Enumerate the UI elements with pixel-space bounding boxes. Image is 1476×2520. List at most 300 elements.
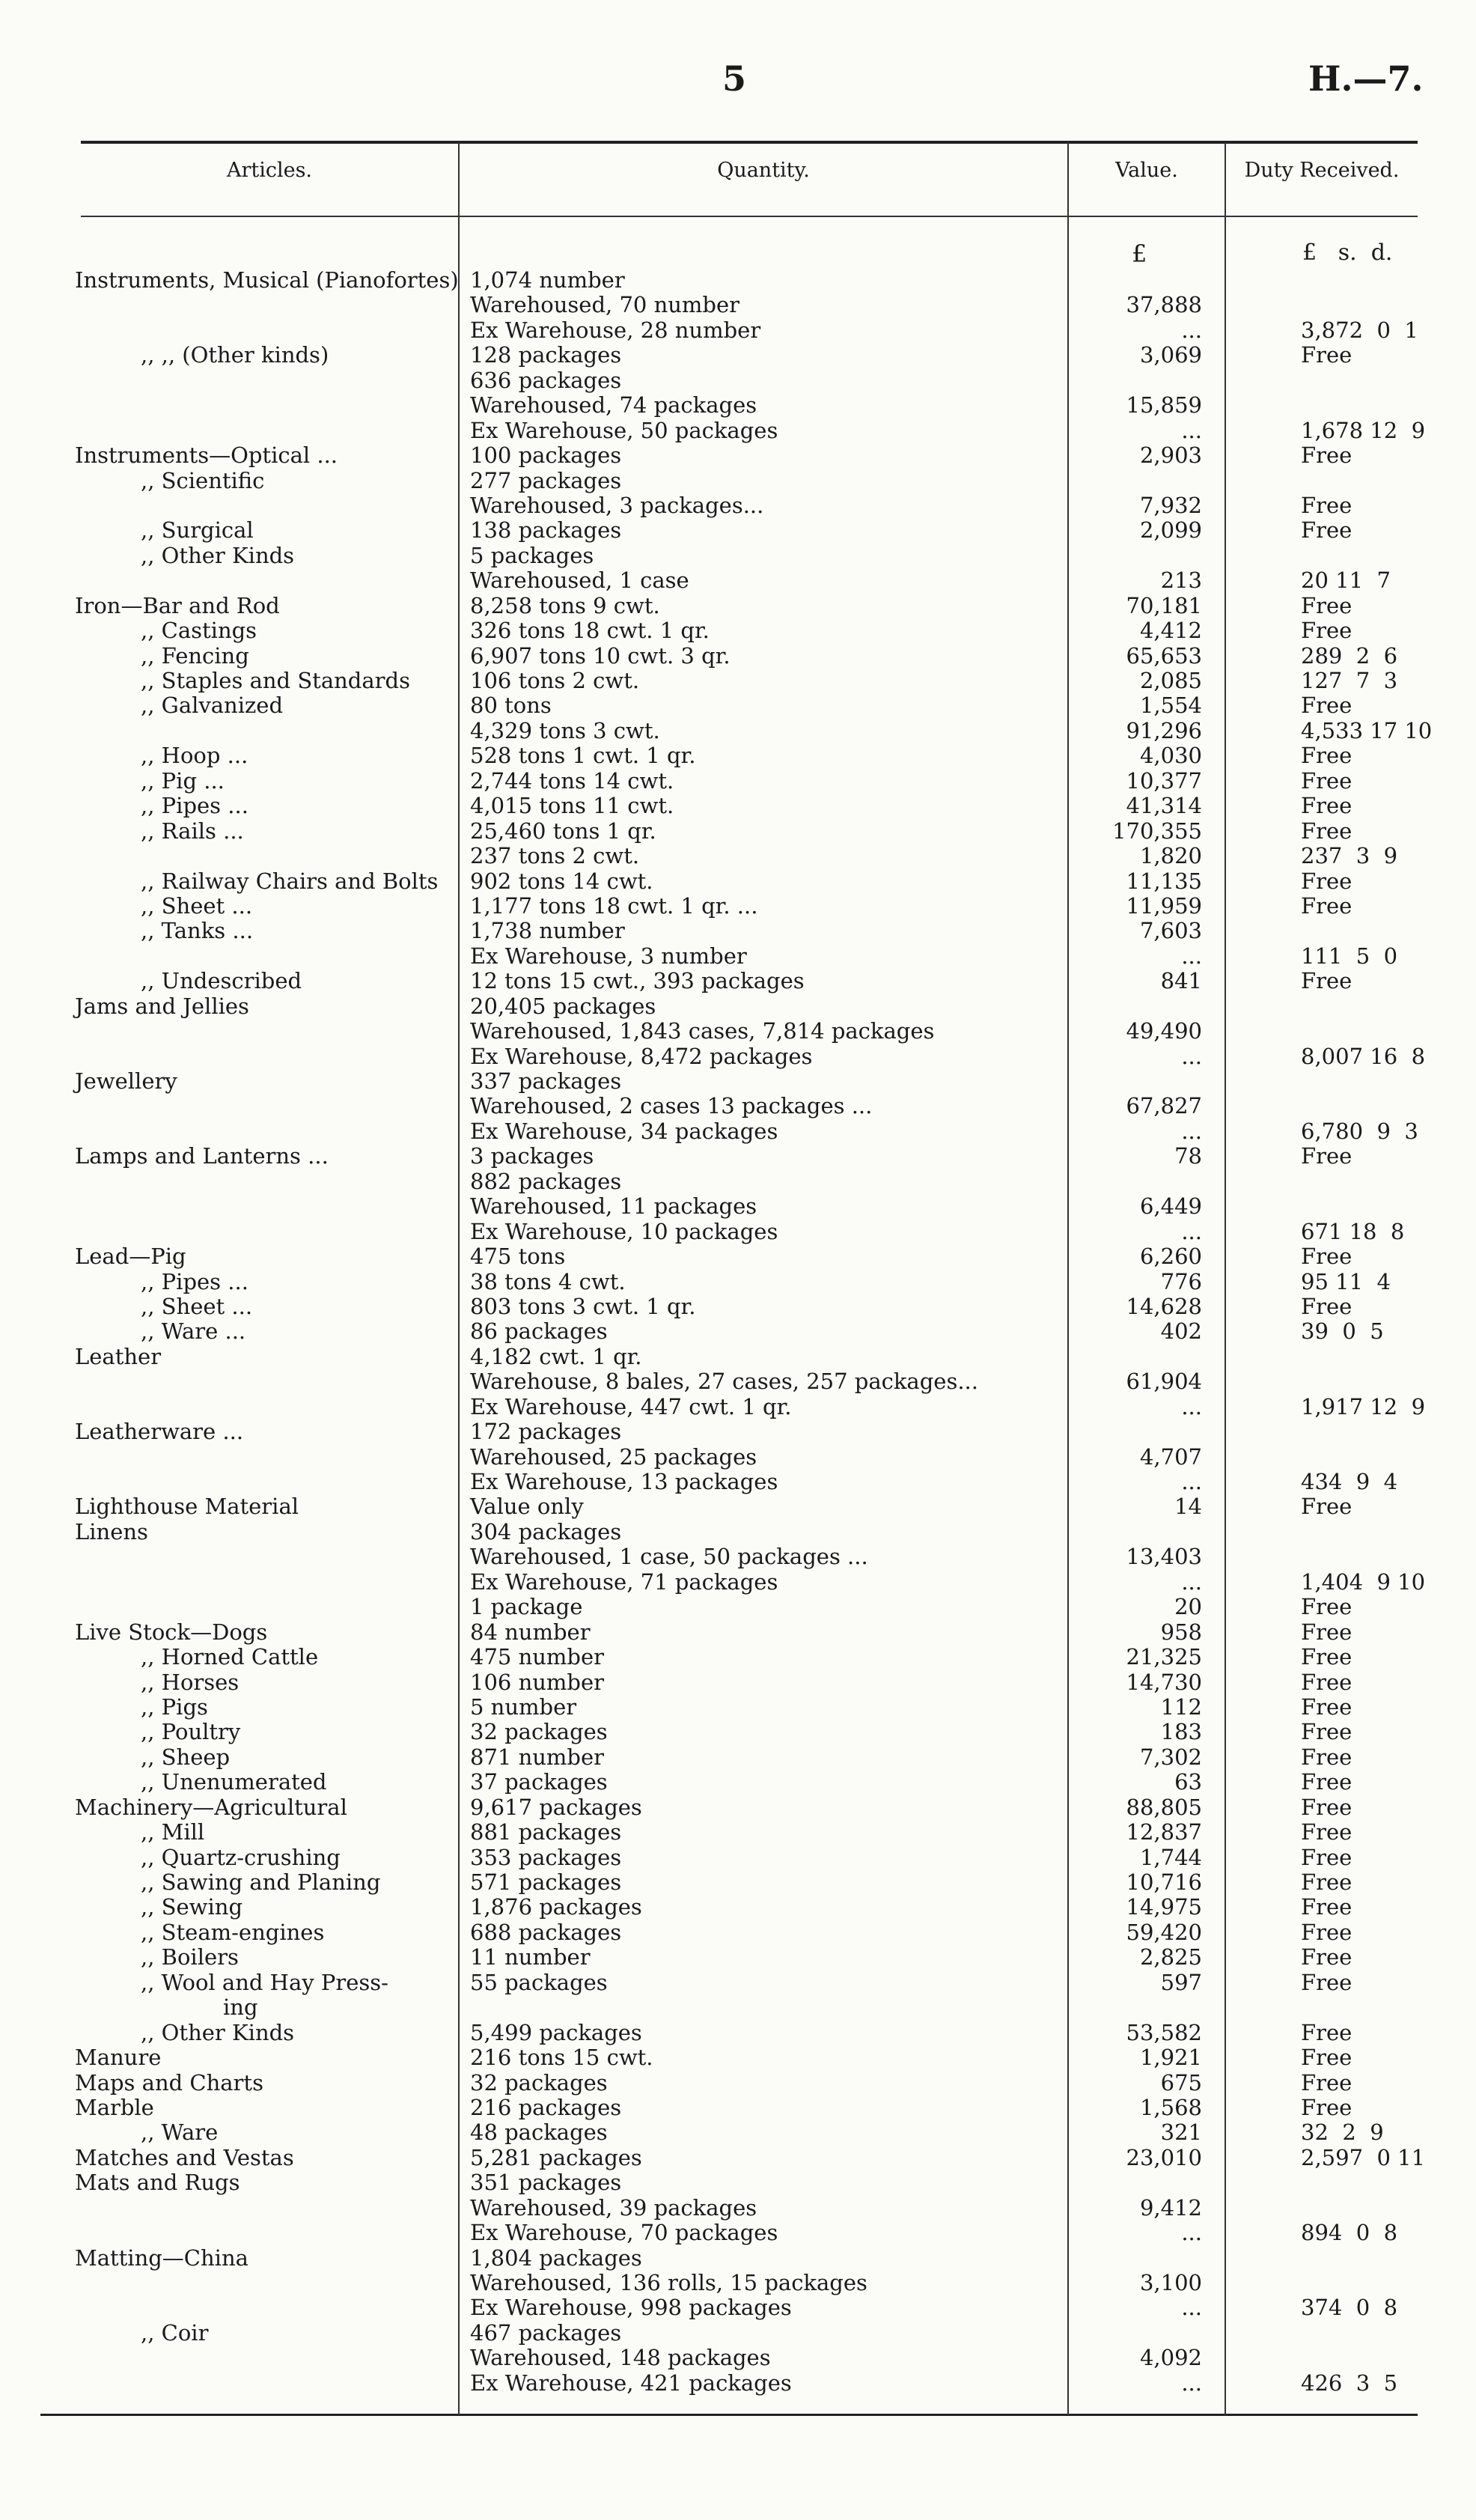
- quantity-cell: 5 number: [470, 1693, 577, 1720]
- duty-cell: Free: [1301, 1594, 1353, 1620]
- duty-cell: Free: [1301, 1819, 1353, 1845]
- article-cell: ,, Sewing: [141, 1894, 243, 1920]
- quantity-cell: 38 tons 4 cwt.: [470, 1268, 626, 1294]
- table-row: [0, 443, 1476, 468]
- header-articles: Articles.: [226, 159, 313, 182]
- article-cell: ,, Galvanized: [141, 693, 284, 719]
- quantity-cell: 37 packages: [470, 1769, 608, 1795]
- value-cell: 675: [1160, 2069, 1202, 2096]
- duty-cell: Free: [1301, 1693, 1353, 1720]
- duty-cell: 1,678 12 9: [1301, 417, 1426, 443]
- duty-cell: Free: [1301, 2045, 1353, 2071]
- duty-cell: 1,917 12 9: [1301, 1393, 1426, 1419]
- table-row: [0, 919, 1476, 943]
- quantity-cell: 138 packages: [470, 517, 622, 544]
- table-row: [0, 518, 1476, 543]
- article-cell: Machinery—Agricultural: [75, 1794, 347, 1820]
- quantity-cell: 467 packages: [470, 2319, 622, 2346]
- article-cell: Linens: [75, 1518, 148, 1544]
- table-row: [0, 1520, 1476, 1544]
- value-cell: 321: [1160, 2119, 1202, 2146]
- value-cell: ...: [1181, 1469, 1202, 1494]
- value-cell: ...: [1181, 317, 1202, 343]
- value-cell: 841: [1160, 968, 1202, 994]
- article-cell: ,, Other Kinds: [141, 542, 295, 568]
- duty-cell: Free: [1301, 1794, 1353, 1820]
- table-header-rule: [81, 216, 1418, 217]
- value-cell: 78: [1174, 1143, 1202, 1169]
- value-cell: 1,554: [1139, 693, 1202, 719]
- table-row: [0, 1645, 1476, 1670]
- quantity-cell: 4,329 tons 3 cwt.: [470, 717, 660, 743]
- duty-cell: Free: [1301, 1143, 1353, 1169]
- value-unit: £: [1132, 240, 1147, 268]
- value-cell: 4,707: [1139, 1443, 1202, 1470]
- table-row: [0, 1270, 1476, 1294]
- quantity-cell: Ex Warehouse, 447 cwt. 1 qr.: [470, 1393, 792, 1419]
- duty-cell: Free: [1301, 818, 1353, 844]
- article-cell: ,, Ware ...: [141, 1318, 246, 1345]
- quantity-cell: Warehoused, 1,843 cases, 7,814 packages: [470, 1018, 935, 1044]
- quantity-cell: Warehoused, 3 packages...: [470, 492, 764, 518]
- value-cell: ...: [1181, 417, 1202, 443]
- table-row: [0, 544, 1476, 568]
- quantity-cell: 32 packages: [470, 2069, 608, 2096]
- table-body: [0, 268, 1476, 2396]
- quantity-cell: 871 number: [470, 1744, 605, 1770]
- value-cell: 14: [1174, 1494, 1202, 1520]
- quantity-cell: Warehoused, 25 packages: [470, 1443, 757, 1470]
- article-cell: ,, Tanks ...: [141, 918, 254, 944]
- table-row: [0, 1119, 1476, 1144]
- article-cell: ,, Poultry: [141, 1719, 241, 1745]
- quantity-cell: Ex Warehouse, 70 packages: [470, 2220, 778, 2246]
- table-row: [0, 1845, 1476, 1870]
- duty-cell: Free: [1301, 1944, 1353, 1970]
- table-row: [0, 1620, 1476, 1645]
- quantity-cell: 326 tons 18 cwt. 1 qr.: [470, 618, 710, 644]
- table-bottom-rule: [40, 2414, 1418, 2416]
- quantity-cell: 902 tons 14 cwt.: [470, 868, 653, 894]
- table-row: [0, 944, 1476, 969]
- article-cell: Leather: [75, 1343, 162, 1369]
- table-row: [0, 1345, 1476, 1369]
- duty-cell: 671 18 8: [1301, 1218, 1405, 1244]
- quantity-cell: 881 packages: [470, 1819, 622, 1845]
- value-cell: 23,010: [1126, 2144, 1202, 2170]
- quantity-cell: Ex Warehouse, 421 packages: [470, 2370, 792, 2396]
- table-row: [0, 2371, 1476, 2396]
- duty-cell: Free: [1301, 2069, 1353, 2096]
- value-cell: 4,030: [1139, 743, 1202, 769]
- table-row: [0, 2120, 1476, 2145]
- value-cell: 14,730: [1126, 1669, 1202, 1695]
- table-row: [0, 1069, 1476, 1094]
- quantity-cell: 6,907 tons 10 cwt. 3 qr.: [470, 642, 731, 669]
- table-row: [0, 1144, 1476, 1169]
- value-cell: 112: [1160, 1693, 1202, 1720]
- table-row: [0, 268, 1476, 293]
- table-row: [0, 719, 1476, 743]
- table-row: [0, 1369, 1476, 1394]
- table-row: [0, 1895, 1476, 1920]
- value-cell: 958: [1160, 1619, 1202, 1645]
- article-cell: Maps and Charts: [75, 2069, 263, 2096]
- table-row: [0, 1970, 1476, 1995]
- duty-cell: Free: [1301, 1293, 1353, 1319]
- quantity-cell: 528 tons 1 cwt. 1 qr.: [470, 743, 696, 769]
- quantity-cell: 55 packages: [470, 1969, 608, 1995]
- article-cell: Instruments, Musical (Pianofortes): [75, 267, 459, 293]
- table-row: [0, 1244, 1476, 1269]
- quantity-cell: Warehoused, 74 packages: [470, 392, 757, 419]
- table-row: [0, 1319, 1476, 1344]
- quantity-cell: 1,177 tons 18 cwt. 1 qr. ...: [470, 892, 758, 919]
- table-row: [0, 1169, 1476, 1194]
- value-cell: 15,859: [1126, 392, 1202, 419]
- article-cell: ,, Mill: [141, 1819, 205, 1845]
- value-cell: 183: [1160, 1719, 1202, 1745]
- duty-cell: Free: [1301, 342, 1353, 368]
- quantity-cell: Ex Warehouse, 8,472 packages: [470, 1043, 813, 1069]
- value-cell: 7,603: [1139, 918, 1202, 944]
- article-cell: ,, Horses: [141, 1669, 240, 1695]
- article-cell: ,, Pipes ...: [141, 1268, 248, 1294]
- value-cell: 53,582: [1126, 2019, 1202, 2045]
- quantity-cell: 475 number: [470, 1644, 605, 1670]
- duty-cell: Free: [1301, 1244, 1353, 1270]
- quantity-cell: 9,617 packages: [470, 1794, 642, 1820]
- article-cell: Mats and Rugs: [75, 2170, 240, 2196]
- table-row: [0, 769, 1476, 794]
- table-row: [0, 1419, 1476, 1444]
- value-cell: 20: [1174, 1594, 1202, 1620]
- value-cell: ...: [1181, 943, 1202, 969]
- duty-cell: Free: [1301, 868, 1353, 894]
- duty-cell: Free: [1301, 1619, 1353, 1645]
- value-cell: 7,932: [1139, 492, 1202, 518]
- quantity-cell: 1,876 packages: [470, 1894, 642, 1920]
- table-row: [0, 2271, 1476, 2295]
- value-cell: 12,837: [1126, 1819, 1202, 1845]
- quantity-cell: 5,499 packages: [470, 2019, 642, 2045]
- quantity-cell: 5 packages: [470, 542, 594, 568]
- quantity-cell: 106 tons 2 cwt.: [470, 668, 640, 693]
- value-cell: 1,820: [1139, 843, 1202, 869]
- table-row: [0, 1019, 1476, 1044]
- value-cell: 67,827: [1126, 1093, 1202, 1119]
- article-cell: Lead—Pig: [75, 1244, 186, 1270]
- article-cell: ,, Sheep: [141, 1744, 231, 1770]
- quantity-cell: 803 tons 3 cwt. 1 qr.: [470, 1293, 696, 1319]
- quantity-cell: Ex Warehouse, 13 packages: [470, 1469, 778, 1494]
- duty-cell: Free: [1301, 892, 1353, 919]
- quantity-cell: 1,738 number: [470, 918, 625, 944]
- duty-cell: Free: [1301, 1894, 1353, 1920]
- value-cell: ...: [1181, 2295, 1202, 2321]
- value-cell: 6,449: [1139, 1193, 1202, 1220]
- article-cell: ,, Hoop ...: [141, 743, 248, 769]
- article-cell: Lighthouse Material: [75, 1494, 299, 1520]
- quantity-cell: Warehoused, 148 packages: [470, 2345, 771, 2371]
- article-cell: ,, Rails ...: [141, 818, 244, 844]
- quantity-cell: Ex Warehouse, 71 packages: [470, 1568, 778, 1595]
- table-row: [0, 1595, 1476, 1619]
- value-cell: 2,099: [1139, 517, 1202, 544]
- value-cell: ...: [1181, 1393, 1202, 1419]
- table-row: [0, 1945, 1476, 1970]
- duty-cell: Free: [1301, 517, 1353, 544]
- table-row: [0, 493, 1476, 518]
- value-cell: 4,412: [1139, 618, 1202, 644]
- quantity-cell: 106 number: [470, 1669, 605, 1695]
- article-cell: Instruments—Optical ...: [75, 442, 338, 469]
- table-row: [0, 1494, 1476, 1519]
- value-cell: 10,716: [1126, 1869, 1202, 1895]
- quantity-cell: 1,074 number: [470, 267, 625, 293]
- value-cell: 2,903: [1139, 442, 1202, 469]
- article-cell: Jams and Jellies: [75, 993, 249, 1019]
- duty-cell: Free: [1301, 1719, 1353, 1745]
- value-cell: 1,921: [1139, 2045, 1202, 2071]
- table-row: [0, 2346, 1476, 2370]
- article-cell: ,, Coir: [141, 2319, 209, 2346]
- duty-cell: Free: [1301, 1644, 1353, 1670]
- article-cell: ,, Scientific: [141, 467, 265, 493]
- table-row: [0, 568, 1476, 593]
- quantity-cell: 5,281 packages: [470, 2144, 642, 2170]
- duty-cell: Free: [1301, 492, 1353, 518]
- duty-cell: Free: [1301, 592, 1353, 618]
- quantity-cell: 277 packages: [470, 467, 622, 493]
- value-cell: 1,568: [1139, 2094, 1202, 2120]
- value-cell: 41,314: [1126, 793, 1202, 819]
- value-cell: 13,403: [1126, 1544, 1202, 1570]
- duty-cell: Free: [1301, 693, 1353, 719]
- quantity-cell: 1 package: [470, 1594, 583, 1620]
- table-row: [0, 2246, 1476, 2271]
- quantity-cell: 237 tons 2 cwt.: [470, 843, 640, 869]
- duty-cell: Free: [1301, 442, 1353, 469]
- duty-cell: Free: [1301, 2094, 1353, 2120]
- duty-cell: Free: [1301, 1669, 1353, 1695]
- article-cell: ,, Castings: [141, 618, 257, 644]
- quantity-cell: 32 packages: [470, 1719, 608, 1745]
- duty-cell: Free: [1301, 1969, 1353, 1995]
- duty-cell: 894 0 8: [1301, 2220, 1398, 2246]
- value-cell: 776: [1160, 1268, 1202, 1294]
- quantity-cell: 100 packages: [470, 442, 622, 469]
- article-cell: Leatherware ...: [75, 1419, 244, 1445]
- quantity-cell: 48 packages: [470, 2119, 608, 2146]
- table-row: [0, 844, 1476, 868]
- quantity-cell: 8,258 tons 9 cwt.: [470, 592, 660, 618]
- value-cell: ...: [1181, 2220, 1202, 2246]
- article-cell: Manure: [75, 2045, 162, 2071]
- quantity-cell: 571 packages: [470, 1869, 622, 1895]
- quantity-cell: Ex Warehouse, 998 packages: [470, 2295, 792, 2321]
- table-row: [0, 1720, 1476, 1744]
- duty-cell: Free: [1301, 968, 1353, 994]
- table-row: [0, 318, 1476, 343]
- article-cell: ,, Staples and Standards: [141, 668, 410, 693]
- duty-cell: 4,533 17 10: [1301, 717, 1433, 743]
- value-cell: 2,825: [1139, 1944, 1202, 1970]
- duty-cell: 1,404 9 10: [1301, 1568, 1426, 1595]
- article-cell: ,, Fencing: [141, 642, 249, 669]
- value-cell: 14,975: [1126, 1894, 1202, 1920]
- quantity-cell: 353 packages: [470, 1844, 622, 1870]
- article-cell: ,, Boilers: [141, 1944, 239, 1970]
- quantity-cell: 4,015 tons 11 cwt.: [470, 793, 674, 819]
- value-cell: 11,959: [1126, 892, 1202, 919]
- duty-cell: Free: [1301, 2019, 1353, 2045]
- table-row: [0, 644, 1476, 669]
- table-row: [0, 393, 1476, 418]
- duty-cell: Free: [1301, 1769, 1353, 1795]
- table-row: [0, 2096, 1476, 2120]
- table-row: [0, 2170, 1476, 2195]
- article-cell: ,, Sheet ...: [141, 1293, 253, 1319]
- table-row: [0, 2146, 1476, 2170]
- quantity-cell: Warehoused, 70 number: [470, 292, 740, 318]
- article-cell: ,, Pig ...: [141, 767, 225, 794]
- value-cell: 59,420: [1126, 1919, 1202, 1945]
- quantity-cell: Ex Warehouse, 10 packages: [470, 1218, 778, 1244]
- duty-cell: Free: [1301, 1494, 1353, 1520]
- quantity-cell: 304 packages: [470, 1518, 622, 1544]
- table-row: [0, 368, 1476, 393]
- table-row: [0, 2221, 1476, 2245]
- table-row: [0, 669, 1476, 693]
- quantity-cell: 20,405 packages: [470, 993, 656, 1019]
- table-row: [0, 693, 1476, 718]
- quantity-cell: 80 tons: [470, 693, 552, 719]
- value-cell: 14,628: [1126, 1293, 1202, 1319]
- table-row: [0, 469, 1476, 493]
- table-row: [0, 1770, 1476, 1795]
- quantity-cell: Ex Warehouse, 50 packages: [470, 417, 778, 443]
- duty-cell: 111 5 0: [1301, 943, 1398, 969]
- value-cell: ...: [1181, 1218, 1202, 1244]
- table-row: [0, 293, 1476, 317]
- duty-cell: Free: [1301, 743, 1353, 769]
- duty-cell: 95 11 4: [1301, 1268, 1391, 1294]
- duty-cell: Free: [1301, 793, 1353, 819]
- table-row: [0, 2021, 1476, 2045]
- table-row: [0, 1094, 1476, 1119]
- duty-cell: 8,007 16 8: [1301, 1043, 1426, 1069]
- quantity-cell: 688 packages: [470, 1919, 622, 1945]
- table-row: [0, 2196, 1476, 2221]
- duty-unit: £ s. d.: [1302, 240, 1393, 266]
- page-number: 5: [722, 58, 747, 99]
- duty-cell: 20 11 7: [1301, 567, 1391, 594]
- duty-cell: 32 2 9: [1301, 2119, 1384, 2146]
- table-row: [0, 1795, 1476, 1820]
- value-cell: 10,377: [1126, 767, 1202, 794]
- duty-cell: Free: [1301, 1744, 1353, 1770]
- article-cell: ,, Sheet ...: [141, 892, 253, 919]
- value-cell: 170,355: [1112, 818, 1202, 844]
- value-cell: 7,302: [1139, 1744, 1202, 1770]
- value-cell: ...: [1181, 1568, 1202, 1595]
- table-top-rule: [81, 141, 1418, 144]
- value-cell: 91,296: [1126, 717, 1202, 743]
- table-row: [0, 1745, 1476, 1770]
- article-cell: ,, Horned Cattle: [141, 1644, 319, 1670]
- quantity-cell: 636 packages: [470, 367, 622, 393]
- value-cell: 3,100: [1139, 2270, 1202, 2295]
- article-cell: ,, Surgical: [141, 517, 254, 544]
- table-row: [0, 794, 1476, 818]
- quantity-cell: Ex Warehouse, 34 packages: [470, 1118, 778, 1144]
- value-cell: 9,412: [1139, 2194, 1202, 2221]
- value-cell: 213: [1160, 567, 1202, 594]
- value-cell: 597: [1160, 1969, 1202, 1995]
- table-row: [0, 1570, 1476, 1595]
- table-row: [0, 1294, 1476, 1319]
- quantity-cell: 86 packages: [470, 1318, 608, 1345]
- article-cell: Marble: [75, 2094, 154, 2120]
- quantity-cell: Ex Warehouse, 3 number: [470, 943, 747, 969]
- quantity-cell: 25,460 tons 1 qr.: [470, 818, 656, 844]
- article-cell: ing: [223, 1994, 258, 2021]
- quantity-cell: 216 tons 15 cwt.: [470, 2045, 653, 2071]
- quantity-cell: Value only: [470, 1494, 584, 1520]
- duty-cell: Free: [1301, 1869, 1353, 1895]
- article-cell: Iron—Bar and Rod: [75, 592, 280, 618]
- table-row: [0, 1695, 1476, 1720]
- article-cell: Matting—China: [75, 2244, 248, 2271]
- duty-cell: 374 0 8: [1301, 2295, 1398, 2321]
- table-row: [0, 1670, 1476, 1695]
- quantity-cell: 11 number: [470, 1944, 591, 1970]
- table-row: [0, 819, 1476, 844]
- duty-cell: Free: [1301, 767, 1353, 794]
- duty-cell: Free: [1301, 618, 1353, 644]
- quantity-cell: Ex Warehouse, 28 number: [470, 317, 761, 343]
- quantity-cell: 4,182 cwt. 1 qr.: [470, 1343, 642, 1369]
- document-reference: H.—7.: [1308, 58, 1424, 99]
- article-cell: ,, ,, (Other kinds): [141, 342, 329, 368]
- value-cell: 402: [1160, 1318, 1202, 1345]
- quantity-cell: Warehoused, 2 cases 13 packages ...: [470, 1093, 873, 1119]
- value-cell: 37,888: [1126, 292, 1202, 318]
- quantity-cell: Warehoused, 1 case: [470, 567, 689, 594]
- duty-cell: 3,872 0 1: [1301, 317, 1418, 343]
- value-cell: 2,085: [1139, 668, 1202, 693]
- table-row: [0, 618, 1476, 643]
- quantity-cell: 172 packages: [470, 1419, 622, 1445]
- duty-cell: 237 3 9: [1301, 843, 1398, 869]
- quantity-cell: 84 number: [470, 1619, 591, 1645]
- quantity-cell: Warehoused, 11 packages: [470, 1193, 757, 1220]
- article-cell: ,, Undescribed: [141, 968, 302, 994]
- duty-cell: 39 0 5: [1301, 1318, 1384, 1345]
- quantity-cell: 12 tons 15 cwt., 393 packages: [470, 968, 805, 994]
- value-cell: 49,490: [1126, 1018, 1202, 1044]
- duty-cell: 289 2 6: [1301, 642, 1398, 669]
- article-cell: ,, Other Kinds: [141, 2019, 295, 2045]
- article-cell: ,, Ware: [141, 2119, 219, 2146]
- table-row: [0, 1445, 1476, 1470]
- quantity-cell: 1,804 packages: [470, 2244, 642, 2271]
- duty-cell: Free: [1301, 1844, 1353, 1870]
- value-cell: ...: [1181, 1043, 1202, 1069]
- value-cell: 65,653: [1126, 642, 1202, 669]
- article-cell: ,, Quartz-crushing: [141, 1844, 341, 1870]
